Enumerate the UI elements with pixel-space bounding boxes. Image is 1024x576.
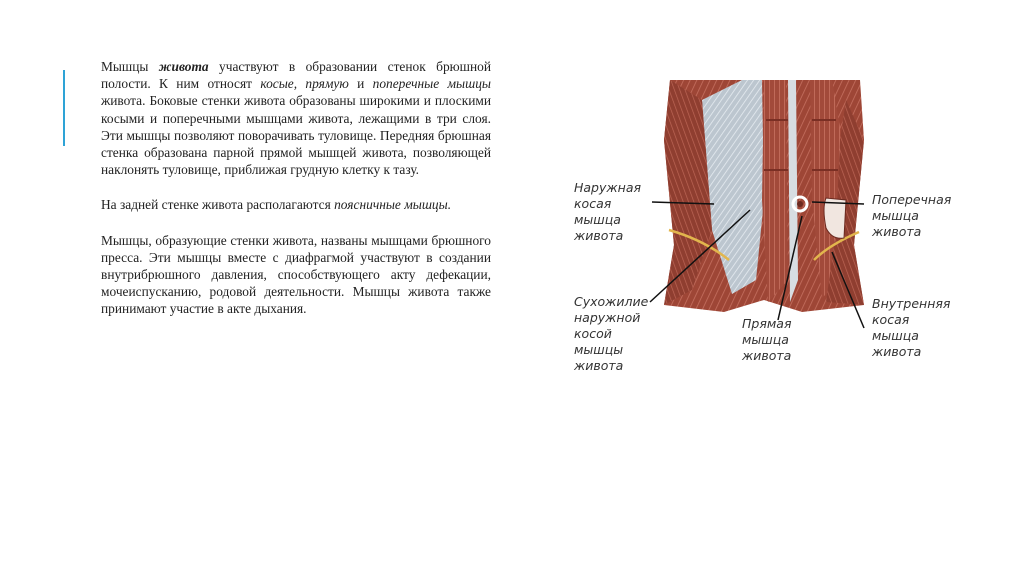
paragraph-3: Мышцы, образующие стенки живота, названы мышцами брюшного пресса. Эти мышцы вместе с диафрагмой участвуют в создании внутрибрюшного давления, способствующего акту дефекации, мочеиспусканию, родовой деятельности. Мышцы живота также принимают участие в акте дыхания.: [101, 232, 491, 317]
label-rectus: Прямая мышца живота: [742, 316, 792, 363]
label-internal-oblique: Внутренняя косая мышца живота: [872, 296, 951, 359]
label-transverse: Поперечная мышца живота: [872, 192, 952, 239]
p2-text-a: На задней стенке живота располагаются: [101, 197, 335, 213]
p1-text-g: живота. Боковые стенки живота образованы широкими и плоскими косыми и поперечными мышцами живота, лежащими в три слоя. Эти мышцы позволяют поворачивать туловище. Передняя брюшная стенка образована парной прямой мышцей живота, позволяющей наклонять туловище, приближая грудную клетку к тазу.: [101, 93, 491, 178]
p1-term-abdomen: живота: [158, 59, 209, 74]
abdominal-muscles-figure: [564, 80, 984, 396]
text-column: [101, 58, 491, 318]
p1-term-transverse: поперечные мышцы: [372, 76, 491, 92]
paragraph-1: [101, 58, 491, 178]
label-aponeurosis: Сухожилие наружной косой мышцы живота: [574, 294, 649, 373]
accent-bar: [63, 70, 65, 146]
p1-term-oblique-rectus: косые, прямую: [260, 76, 349, 92]
p1-text-e: и: [348, 76, 373, 92]
p1-text-a: Мышцы: [101, 59, 159, 74]
p1-text-c: участвуют в образовании стенок брюшной полости. К ним относят: [101, 59, 491, 92]
anatomy-illustration: [564, 80, 984, 396]
label-external-oblique: Наружная косая мышца живота: [574, 180, 642, 243]
paragraph-2: [101, 196, 491, 213]
torso-shape: [664, 80, 864, 312]
p2-term-lumbar: поясничные мышцы.: [334, 197, 452, 213]
